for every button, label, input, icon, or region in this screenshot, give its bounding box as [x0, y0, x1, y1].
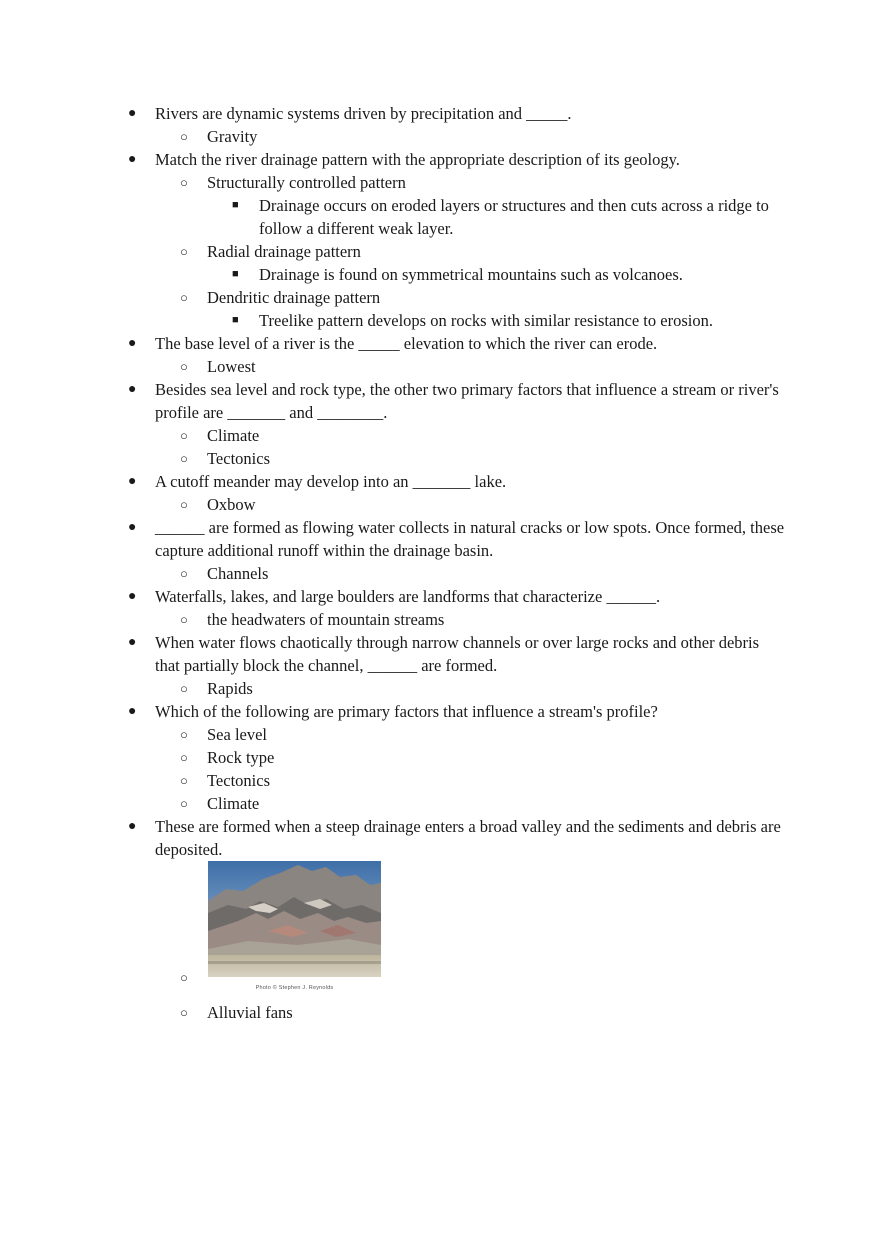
answer — [0, 424, 785, 447]
answer — [0, 493, 785, 516]
question-8 — [0, 631, 785, 677]
answer — [0, 125, 785, 148]
question-6 — [0, 516, 785, 562]
alluvial-fan-photo — [208, 861, 381, 991]
question-text: Waterfalls, lakes, and large boulders are landforms that characterize ______. — [155, 587, 661, 606]
question-text: ______ are formed as flowing water collects in natural cracks or low spots. Once formed, these capture additional runoff within the drainage basin. — [155, 518, 785, 560]
question-3 — [0, 332, 785, 355]
pattern-name — [0, 240, 785, 263]
answer — [0, 608, 785, 631]
bullet-icon: ● — [128, 106, 137, 121]
bullet-icon: ● — [128, 520, 137, 535]
answer — [0, 677, 785, 700]
question-text: A cutoff meander may develop into an _______ lake. — [155, 472, 507, 491]
answer-text: Climate — [207, 426, 260, 445]
circle-bullet-icon: ○ — [180, 1005, 188, 1020]
pattern-description — [0, 309, 785, 332]
answer-text: Alluvial fans — [207, 1003, 293, 1022]
answer — [0, 746, 785, 769]
answer-text: Sea level — [207, 725, 268, 744]
answer-text: Channels — [207, 564, 269, 583]
pattern-name — [0, 171, 785, 194]
question-text: These are formed when a steep drainage enters a broad valley and the sediments and debris are deposited. — [155, 817, 781, 859]
bullet-icon: ● — [128, 382, 137, 397]
circle-bullet-icon: ○ — [180, 750, 188, 765]
circle-bullet-icon: ○ — [180, 566, 188, 581]
bullet-icon: ● — [128, 704, 137, 719]
question-list — [0, 102, 880, 1024]
answer-text: Oxbow — [207, 495, 256, 514]
pattern-name-text: Structurally controlled pattern — [207, 173, 406, 192]
bullet-icon: ● — [128, 474, 137, 489]
pattern-description — [0, 263, 785, 286]
square-bullet-icon: ■ — [232, 268, 239, 280]
mountain-landscape-image — [208, 861, 381, 977]
circle-bullet-icon: ○ — [180, 497, 188, 512]
circle-bullet-icon: ○ — [180, 359, 188, 374]
circle-bullet-icon: ○ — [180, 796, 188, 811]
question-text: The base level of a river is the _____ elevation to which the river can erode. — [155, 334, 658, 353]
circle-bullet-icon: ○ — [180, 175, 188, 190]
question-text: Rivers are dynamic systems driven by precipitation and _____. — [155, 104, 572, 123]
pattern-description-text: Drainage occurs on eroded layers or structures and then cuts across a ridge to follow a different weak layer. — [259, 196, 769, 238]
circle-bullet-icon: ○ — [180, 244, 188, 259]
answer — [0, 355, 785, 378]
circle-bullet-icon: ○ — [180, 773, 188, 788]
answer-text: Climate — [207, 794, 260, 813]
circle-bullet-icon: ○ — [180, 451, 188, 466]
answer-text: Gravity — [207, 127, 258, 146]
question-9 — [0, 700, 785, 723]
pattern-name-text: Dendritic drainage pattern — [207, 288, 381, 307]
answer — [0, 562, 785, 585]
circle-bullet-icon: ○ — [180, 428, 188, 443]
answer-text: Lowest — [207, 357, 256, 376]
answer-text: Rock type — [207, 748, 275, 767]
question-7 — [0, 585, 785, 608]
bullet-icon: ● — [128, 152, 137, 167]
circle-bullet-icon: ○ — [180, 290, 188, 305]
question-text: Which of the following are primary factors that influence a stream's profile? — [155, 702, 658, 721]
question-1 — [0, 102, 785, 125]
question-text: Besides sea level and rock type, the other two primary factors that influence a stream or river's profile are _______ and ________. — [155, 380, 779, 422]
circle-bullet-icon: ○ — [180, 681, 188, 696]
answer — [0, 447, 785, 470]
photo-answer — [0, 861, 785, 1001]
circle-bullet-icon: ○ — [180, 129, 188, 144]
circle-bullet-icon: ○ — [180, 970, 188, 985]
square-bullet-icon: ■ — [232, 314, 239, 326]
bullet-icon: ● — [128, 336, 137, 351]
answer — [0, 792, 785, 815]
bullet-icon: ● — [128, 589, 137, 604]
answer-text: Tectonics — [207, 771, 270, 790]
pattern-description-text: Drainage is found on symmetrical mountains such as volcanoes. — [259, 265, 683, 284]
question-2 — [0, 148, 785, 171]
circle-bullet-icon: ○ — [180, 727, 188, 742]
answer-text: Tectonics — [207, 449, 270, 468]
answer-text: the headwaters of mountain streams — [207, 610, 445, 629]
question-5 — [0, 470, 785, 493]
question-10 — [0, 815, 785, 861]
pattern-description — [0, 194, 785, 240]
answer — [0, 723, 785, 746]
bullet-icon: ● — [128, 635, 137, 650]
question-4 — [0, 378, 785, 424]
pattern-description-text: Treelike pattern develops on rocks with similar resistance to erosion. — [259, 311, 713, 330]
answer — [0, 769, 785, 792]
answer — [0, 1001, 785, 1024]
circle-bullet-icon: ○ — [180, 612, 188, 627]
pattern-name-text: Radial drainage pattern — [207, 242, 361, 261]
answer-text: Rapids — [207, 679, 253, 698]
square-bullet-icon: ■ — [232, 199, 239, 211]
bullet-icon: ● — [128, 819, 137, 834]
photo-credit: Photo © Stephen J. Reynolds — [255, 985, 334, 991]
question-text: Match the river drainage pattern with the appropriate description of its geology. — [155, 150, 680, 169]
pattern-name — [0, 286, 785, 309]
question-text: When water flows chaotically through narrow channels or over large rocks and other debris that partially block the channel, ______ are formed. — [155, 633, 760, 675]
